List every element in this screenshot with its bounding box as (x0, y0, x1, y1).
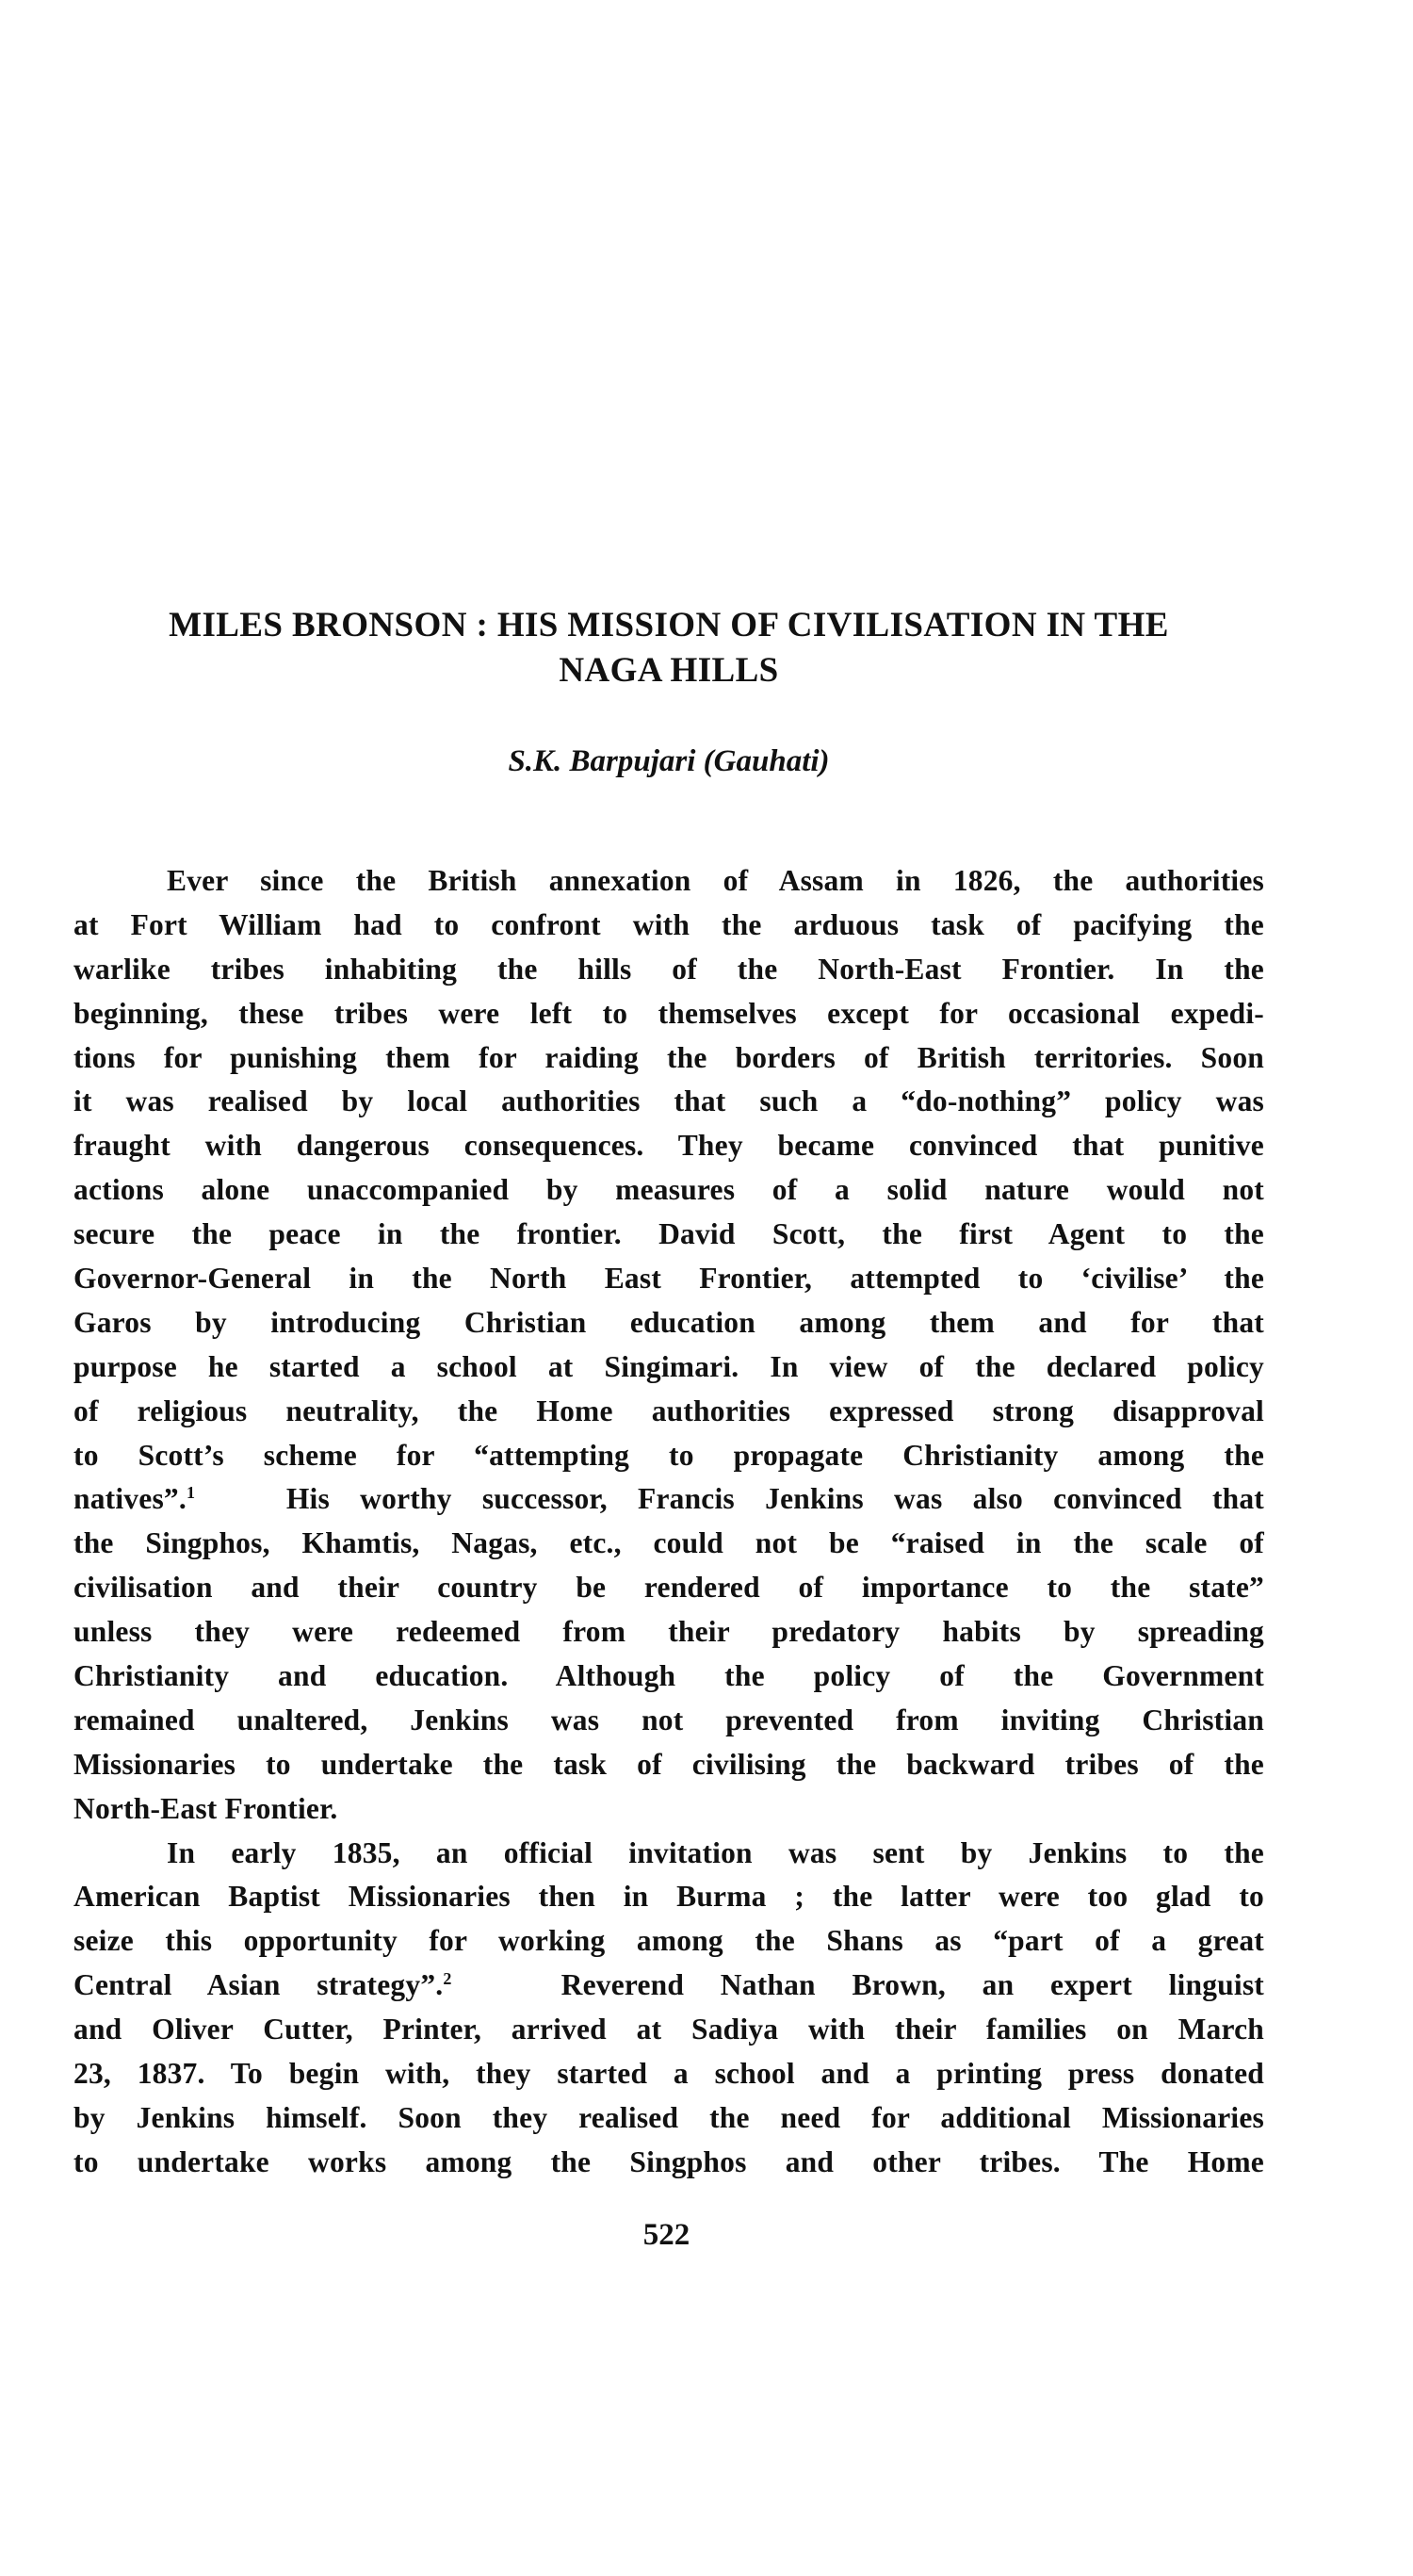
body-text: His worthy successor, Francis Jenkins was also convinced that (285, 1482, 1264, 1516)
body-line: Christianity and education. Although the policy of the Government (73, 1659, 1264, 1693)
body-line: 23, 1837. To begin with, they started a school and a printing press donated (73, 2057, 1264, 2091)
body-line: North-East Frontier. (73, 1791, 338, 1825)
body-line: Missionaries to undertake the task of civilising the backward tribes of the (73, 1747, 1264, 1781)
body-line: unless they were redeemed from their predatory habits by spreading (73, 1615, 1264, 1649)
body-line: Ever since the British annexation of Assam in 1826, the authorities (167, 864, 1264, 897)
body-line: civilisation and their country be rendered of importance to the state” (73, 1571, 1264, 1605)
body-line: actions alone unaccompanied by measures of a solid nature would not (73, 1173, 1264, 1207)
body-line: tions for punishing them for raiding the borders of British territories. Soon (73, 1040, 1264, 1074)
body-line: Garos by introducing Christian education among them and for that (73, 1305, 1264, 1339)
body-text: Reverend Nathan Brown, an expert linguist (560, 1968, 1264, 2002)
body-line-with-footnote (73, 1477, 1264, 1522)
title-line-2: NAGA HILLS (559, 651, 779, 690)
article-body (73, 859, 1264, 2185)
footnote-marker-1[interactable]: 1 (186, 1483, 196, 1503)
body-line-with-footnote (73, 1964, 1264, 2008)
body-line: beginning, these tribes were left to themselves except for occasional expedi- (73, 996, 1264, 1030)
footnote-marker-2[interactable]: 2 (443, 1969, 452, 1989)
body-text: natives”. (73, 1482, 187, 1516)
body-line: American Baptist Missionaries then in Burma ; the latter were too glad to (73, 1880, 1264, 1914)
body-line: purpose he started a school at Singimari. In view of the declared policy (73, 1349, 1264, 1383)
body-line: In early 1835, an official invitation was sent by Jenkins to the (167, 1835, 1264, 1869)
body-text: Central Asian strategy”. (73, 1968, 444, 2002)
body-line: warlike tribes inhabiting the hills of the North-East Frontier. In the (73, 952, 1264, 986)
body-line: the Singphos, Khamtis, Nagas, etc., could not be “raised in the scale of (73, 1526, 1264, 1560)
body-line: by Jenkins himself. Soon they realised the need for additional Missionaries (73, 2100, 1264, 2134)
title-line-1: MILES BRONSON : HIS MISSION OF CIVILISATION IN THE (169, 606, 1169, 644)
paragraph-2 (73, 1832, 1264, 2185)
body-line: at Fort William had to confront with the arduous task of pacifying the (73, 907, 1264, 941)
author-byline: S.K. Barpujari (Gauhati) (508, 744, 830, 778)
body-line: fraught with dangerous consequences. They became convinced that punitive (73, 1129, 1264, 1163)
page-number: 522 (642, 2218, 690, 2252)
body-line: to undertake works among the Singphos and other tribes. The Home (73, 2144, 1264, 2178)
paragraph-1 (73, 859, 1264, 1832)
body-line: remained unaltered, Jenkins was not prevented from inviting Christian (73, 1703, 1264, 1736)
body-line: secure the peace in the frontier. David Scott, the first Agent to the (73, 1217, 1264, 1251)
body-line: it was realised by local authorities that such a “do-nothing” policy was (73, 1084, 1264, 1118)
body-line: and Oliver Cutter, Printer, arrived at Sadiya with their families on March (73, 2013, 1264, 2046)
body-line: of religious neutrality, the Home authorities expressed strong disapproval (73, 1394, 1264, 1427)
body-line: seize this opportunity for working among the Shans as “part of a great (73, 1924, 1264, 1958)
body-line: to Scott’s scheme for “attempting to propagate Christianity among the (73, 1438, 1264, 1472)
article-title (94, 603, 1243, 693)
body-line: Governor-General in the North East Frontier, attempted to ‘civilise’ the (73, 1262, 1264, 1296)
